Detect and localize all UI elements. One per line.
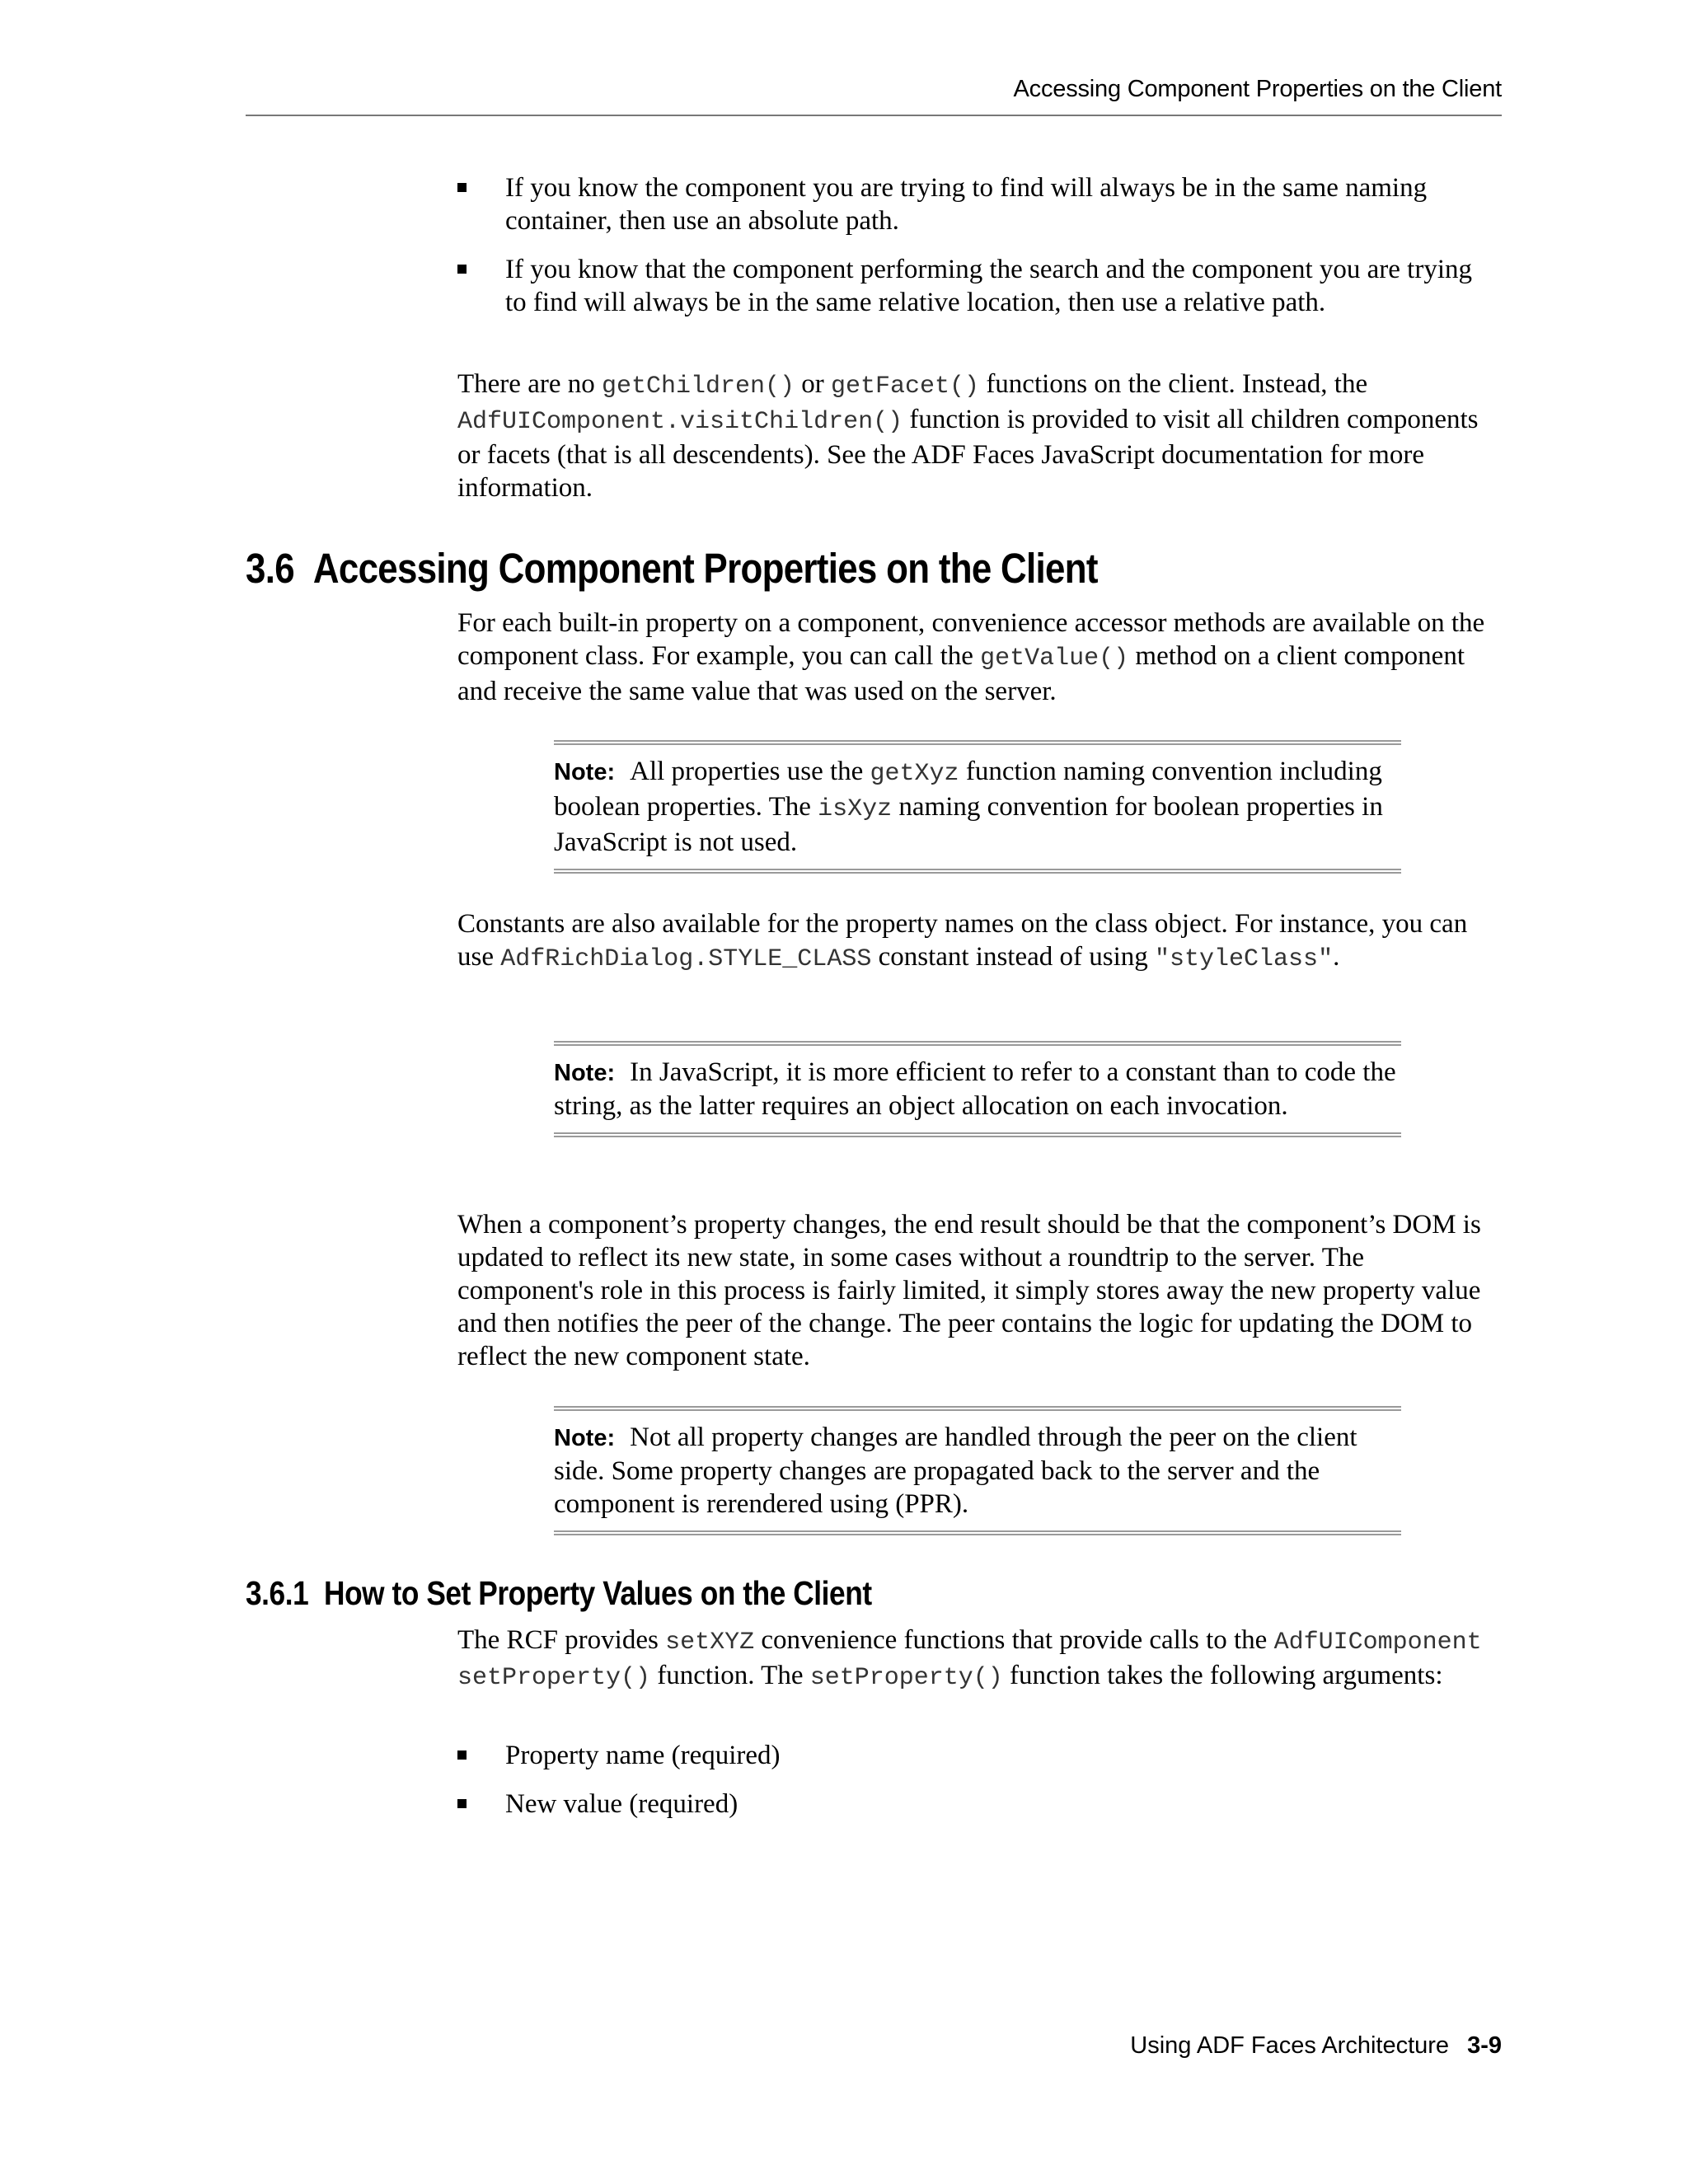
note-label: Note: [554,1060,616,1086]
header-rule [246,115,1502,116]
list-item-text: If you know that the component performing the search and the component you are trying to find will always be in the same relative location, then use a relative path. [505,255,1472,317]
footer-book-title: Using ADF Faces Architecture [1130,2032,1450,2059]
inline-code: getValue() [980,644,1129,673]
inline-code: getXyz [870,760,959,788]
inline-code: setProperty() [457,1664,651,1692]
inline-code: isXyz [818,795,893,823]
note-rule [554,869,1401,874]
paragraph-property-changes: When a component’s property changes, the end result should be that the component’s DOM is updated to reflect its new state, in some cases without a roundtrip to the server. The component's role in this process is fairly limited, it simply stores away the new property value and then notifies the peer of the change. The peer contains the logic for updating the DOM to reflect the new component state. [457,1210,1481,1371]
note-box: Note: All properties use the getXyz function naming convention including boolean properties. The isXyz naming convention for boolean properties in JavaScript is not used. [554,740,1401,874]
inline-code: AdfUIComponent.visitChildren() [457,408,903,436]
list-item-text: If you know the component you are trying to find will always be in the same naming container, then use an absolute path. [505,173,1428,236]
note-rule [554,1530,1401,1535]
bullet-square-icon [457,265,467,274]
inline-code: AdfUIComponent [1273,1629,1482,1657]
inline-code: AdfRichDialog.STYLE_CLASS [500,945,872,973]
section-heading: 3.6 Accessing Component Properties on the Client [246,545,1098,592]
note-box: Note: In JavaScript, it is more efficient to refer to a constant than to code the string, as the latter requires an object allocation on each invocation. [554,1041,1401,1137]
bullet-square-icon [457,1750,467,1760]
inline-code: "styleClass" [1155,945,1334,973]
list-item [457,253,1496,319]
inline-code: setProperty() [809,1664,1003,1692]
list-item [457,1739,1496,1772]
list-item [457,171,1496,237]
note-rule [554,1132,1401,1137]
note-label: Note: [554,1425,616,1451]
bullet-square-icon [457,183,467,192]
paragraph-constants: Constants are also available for the property names on the class object. For instance, you can use AdfRichDialog.STYLE_CLASS constant instead of using "styleClass". [457,909,1468,973]
paragraph-client-functions: There are no getChildren() or getFacet() functions on the client. Instead, the AdfUIComponent.visitChildren() function is provided to visit all children components or facets (that is all descendents). See the ADF Faces JavaScript documentation for more information. [457,369,1479,503]
list-item-text: New value (required) [505,1789,738,1819]
subsection-heading: 3.6.1 How to Set Property Values on the Client [246,1574,872,1612]
paragraph-accessors: For each built-in property on a component, convenience accessor methods are available on the component class. For example, you can call the getValue() method on a client component and receive the same value that was used on the server. [457,608,1485,706]
note-box: Note: Not all property changes are handled through the peer on the client side. Some property changes are propagated back to the server and the component is rerendered using (PPR). [554,1406,1401,1535]
running-header: Accessing Component Properties on the Client [1013,76,1502,102]
page-footer [1130,2032,1502,2060]
list-item [457,1788,1496,1821]
paragraph-set-property: The RCF provides setXYZ convenience functions that provide calls to the AdfUIComponent setProperty() function. The setProperty() function takes the following arguments: [457,1625,1482,1692]
inline-code: getFacet() [831,373,980,401]
inline-code: setXYZ [665,1629,755,1657]
page-number: 3-9 [1467,2032,1502,2059]
inline-code: getChildren() [601,373,795,401]
list-item-text: Property name (required) [505,1741,781,1770]
bullet-square-icon [457,1799,467,1808]
note-label: Note: [554,759,616,785]
